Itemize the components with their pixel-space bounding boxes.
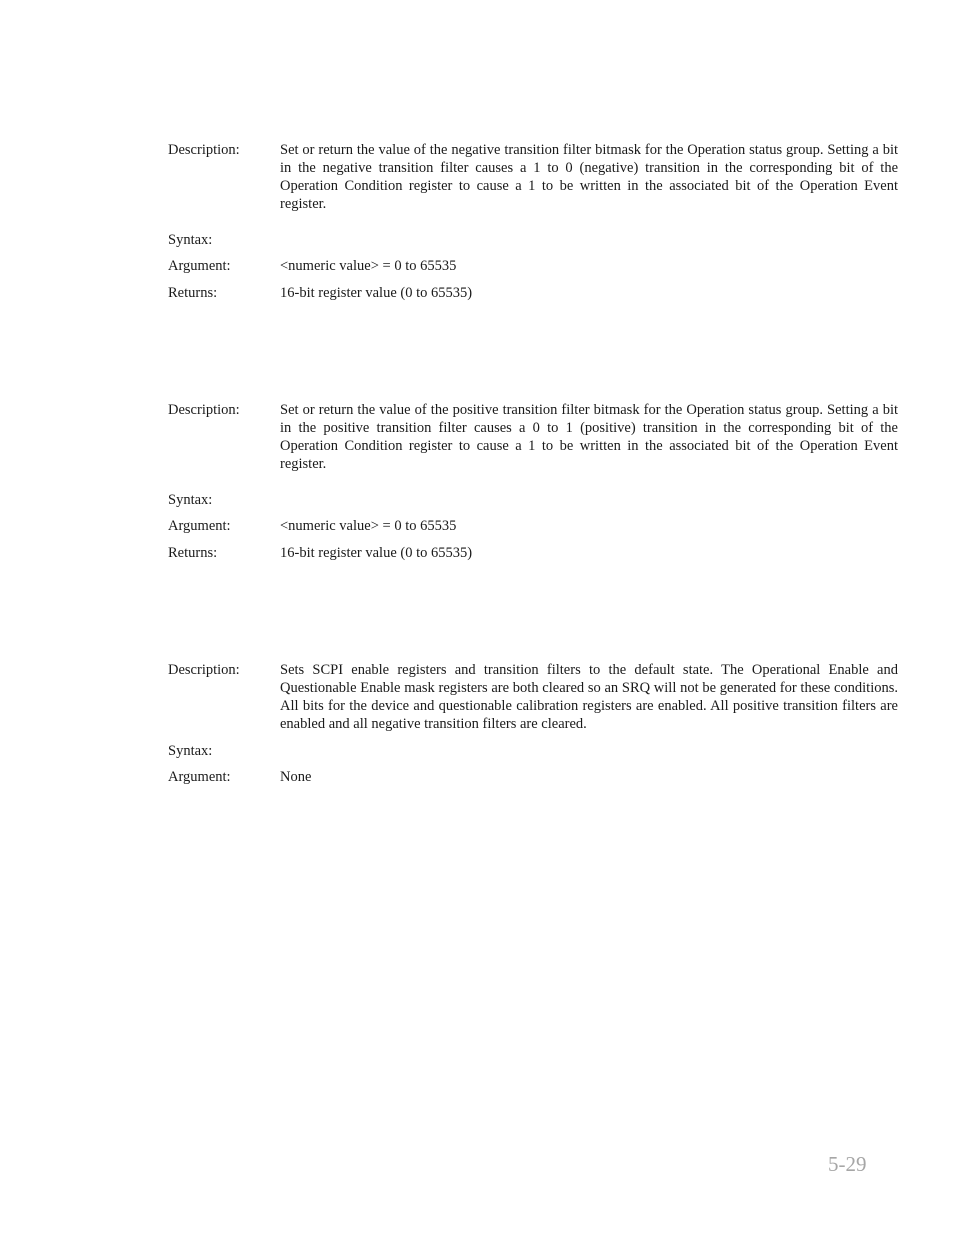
argument-row: [168, 517, 898, 535]
argument-text: <numeric value> = 0 to 65535: [280, 518, 457, 534]
description-text: Set or return the value of the positive transition filter bitmask for the Operation status group. Setting a bit in the positive transition filter causes a 0 to 1 (positive) transition in the corresponding bit of the Operation Condition register to cause a 1 to be written in the associated bit of the Operation Event register.: [280, 402, 898, 472]
returns-label: Returns:: [168, 285, 218, 301]
description-row: [168, 661, 898, 733]
command-section-3: [168, 661, 898, 786]
syntax-row: [168, 231, 898, 249]
returns-text: 16-bit register value (0 to 65535): [280, 285, 473, 301]
syntax-text: [280, 742, 898, 760]
returns-row: [168, 284, 898, 302]
description-label: Description:: [168, 402, 240, 418]
description-text: Set or return the value of the negative transition filter bitmask for the Operation status group. Setting a bit in the negative transition filter causes a 1 to 0 (negative) transition in the corresponding bit of the Operation Condition register to cause a 1 to be written in the associated bit of the Operation Event register.: [280, 142, 898, 212]
argument-row: [168, 257, 898, 275]
description-text: Sets SCPI enable registers and transition filters to the default state. The Operational Enable and Questionable Enable mask registers are both cleared so an SRQ will not be generated for these conditions. All bits for the device and questionable calibration registers are enabled. All positive transition filters are enabled and all negative transition filters are cleared.: [280, 662, 898, 732]
syntax-text: [280, 491, 898, 509]
syntax-label: Syntax:: [168, 743, 213, 759]
description-label: Description:: [168, 142, 240, 158]
command-section-2: [168, 401, 898, 562]
returns-text: 16-bit register value (0 to 65535): [280, 545, 473, 561]
argument-label: Argument:: [168, 518, 231, 534]
syntax-text: [280, 231, 898, 249]
argument-text: <numeric value> = 0 to 65535: [280, 258, 457, 274]
syntax-label: Syntax:: [168, 232, 213, 248]
returns-label: Returns:: [168, 545, 218, 561]
argument-text: None: [280, 769, 312, 785]
syntax-row: [168, 742, 898, 760]
returns-row: [168, 544, 898, 562]
argument-row: [168, 768, 898, 786]
argument-label: Argument:: [168, 769, 231, 785]
command-section-1: [168, 141, 898, 302]
description-row: [168, 141, 898, 213]
argument-label: Argument:: [168, 258, 231, 274]
description-row: [168, 401, 898, 473]
syntax-row: [168, 491, 898, 509]
syntax-label: Syntax:: [168, 492, 213, 508]
page-number: 5-29: [828, 1152, 867, 1176]
description-label: Description:: [168, 662, 240, 678]
